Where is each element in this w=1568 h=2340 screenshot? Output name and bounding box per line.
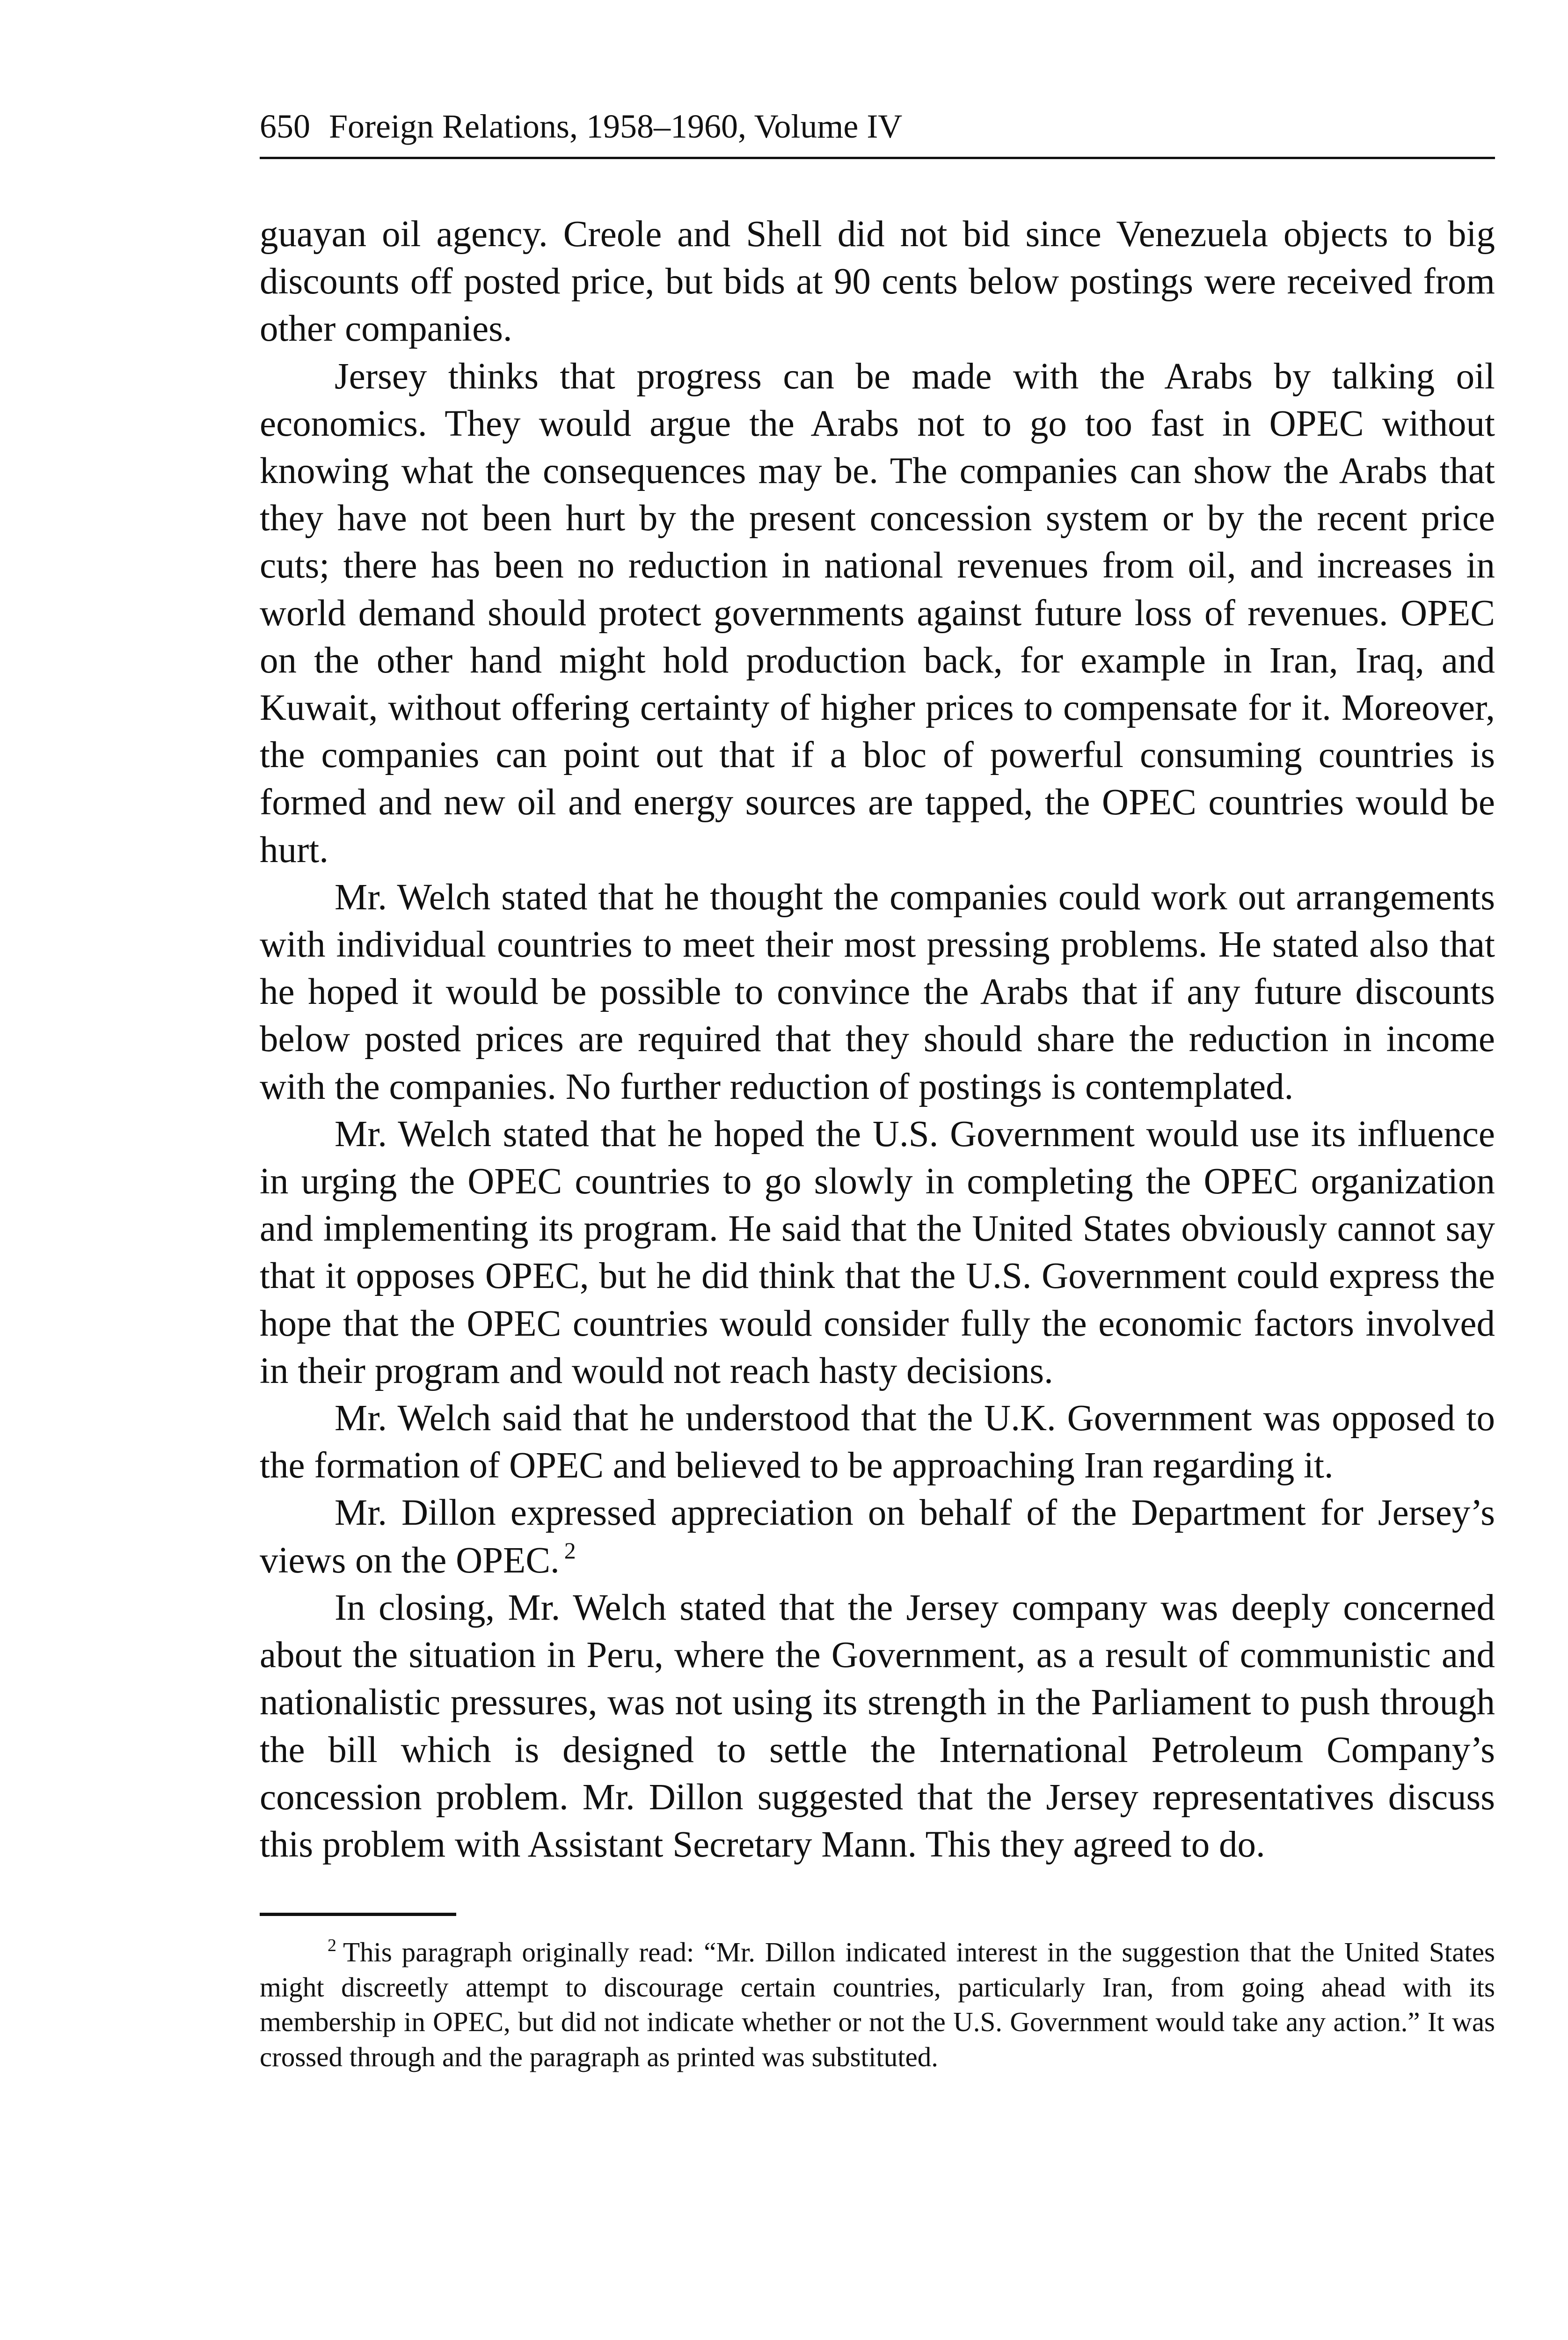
running-title: Foreign Relations, 1958–1960, Volume IV: [329, 108, 903, 145]
paragraph-dillon-text: Mr. Dillon expressed appreciation on behalf of the Department for Jersey’s views on the OPEC.: [260, 1492, 1495, 1581]
running-head: [260, 101, 1495, 159]
footnote-text: This paragraph originally read: “Mr. Dillon indicated interest in the suggestion that the United States might discreetly attempt to discourage certain countries, particularly Iran, from going ahead with its membership in OPEC, but did not indicate whether or not the U.S. Government would take any action.” It was crossed through and the paragraph as printed was substituted.: [260, 1937, 1495, 2072]
footnote-marker: 2: [328, 1936, 336, 1956]
paragraph-continued: guayan oil agency. Creole and Shell did not bid since Venezuela objects to big discounts off posted price, but bids at 90 cents below postings were received from other companies.: [260, 214, 1495, 350]
paragraph-welch-us-influence: Mr. Welch stated that he hoped the U.S. Government would use its influence in urging the OPEC countries to go slowly in completing the OPEC organization and implementing its program. He said that the United States obviously cannot say that it opposes OPEC, but he did think that the U.S. Government could express the hope that the OPEC countries would consider fully the economic factors involved in their program and would not reach hasty decisions.: [260, 1113, 1495, 1391]
paragraph-jersey-views: Jersey thinks that progress can be made with the Arabs by talking oil economics. They would argue the Arabs not to go too fast in OPEC without knowing what the consequences may be. The companies can show the Arabs that they have not been hurt by the present concession system or by the recent price cuts; there has been no reduction in national revenues from oil, and increases in world demand should protect governments against future loss of revenues. OPEC on the other hand might hold production back, for example in Iran, Iraq, and Kuwait, without offering certainty of higher prices to compensate for it. Moreover, the companies can point out that if a bloc of powerful consuming countries is formed and new oil and energy sources are tapped, the OPEC countries would be hurt.: [260, 356, 1495, 870]
paragraph-dillon-appreciation: [260, 1489, 1495, 1584]
paragraph-welch-uk-government: Mr. Welch said that he understood that the U.K. Government was opposed to the formation of OPEC and believed to be approaching Iran regarding it.: [260, 1398, 1495, 1486]
footnote: [260, 1935, 1495, 2074]
footnote-reference[interactable]: 2: [564, 1537, 576, 1564]
body-text: [260, 211, 1495, 1868]
paragraph-peru-closing: In closing, Mr. Welch stated that the Jersey company was deeply concerned about the situation in Peru, where the Government, as a result of communistic and nationalistic pressures, was not using its strength in the Parliament to push through the bill which is designed to settle the International Petroleum Company’s concession problem. Mr. Dillon suggested that the Jersey representatives discuss this problem with Assistant Secretary Mann. This they agreed to do.: [260, 1587, 1495, 1865]
footnote-divider: [260, 1913, 456, 1916]
paragraph-welch-arrangements: Mr. Welch stated that he thought the companies could work out arrangements with individual countries to meet their most pressing problems. He stated also that he hoped it would be possible to convince the Arabs that if any future discounts below posted prices are required that they should share the reduction in income with the companies. No further reduction of postings is contemplated.: [260, 877, 1495, 1107]
page-number: 650: [260, 108, 310, 145]
document-page: [260, 101, 1495, 2340]
